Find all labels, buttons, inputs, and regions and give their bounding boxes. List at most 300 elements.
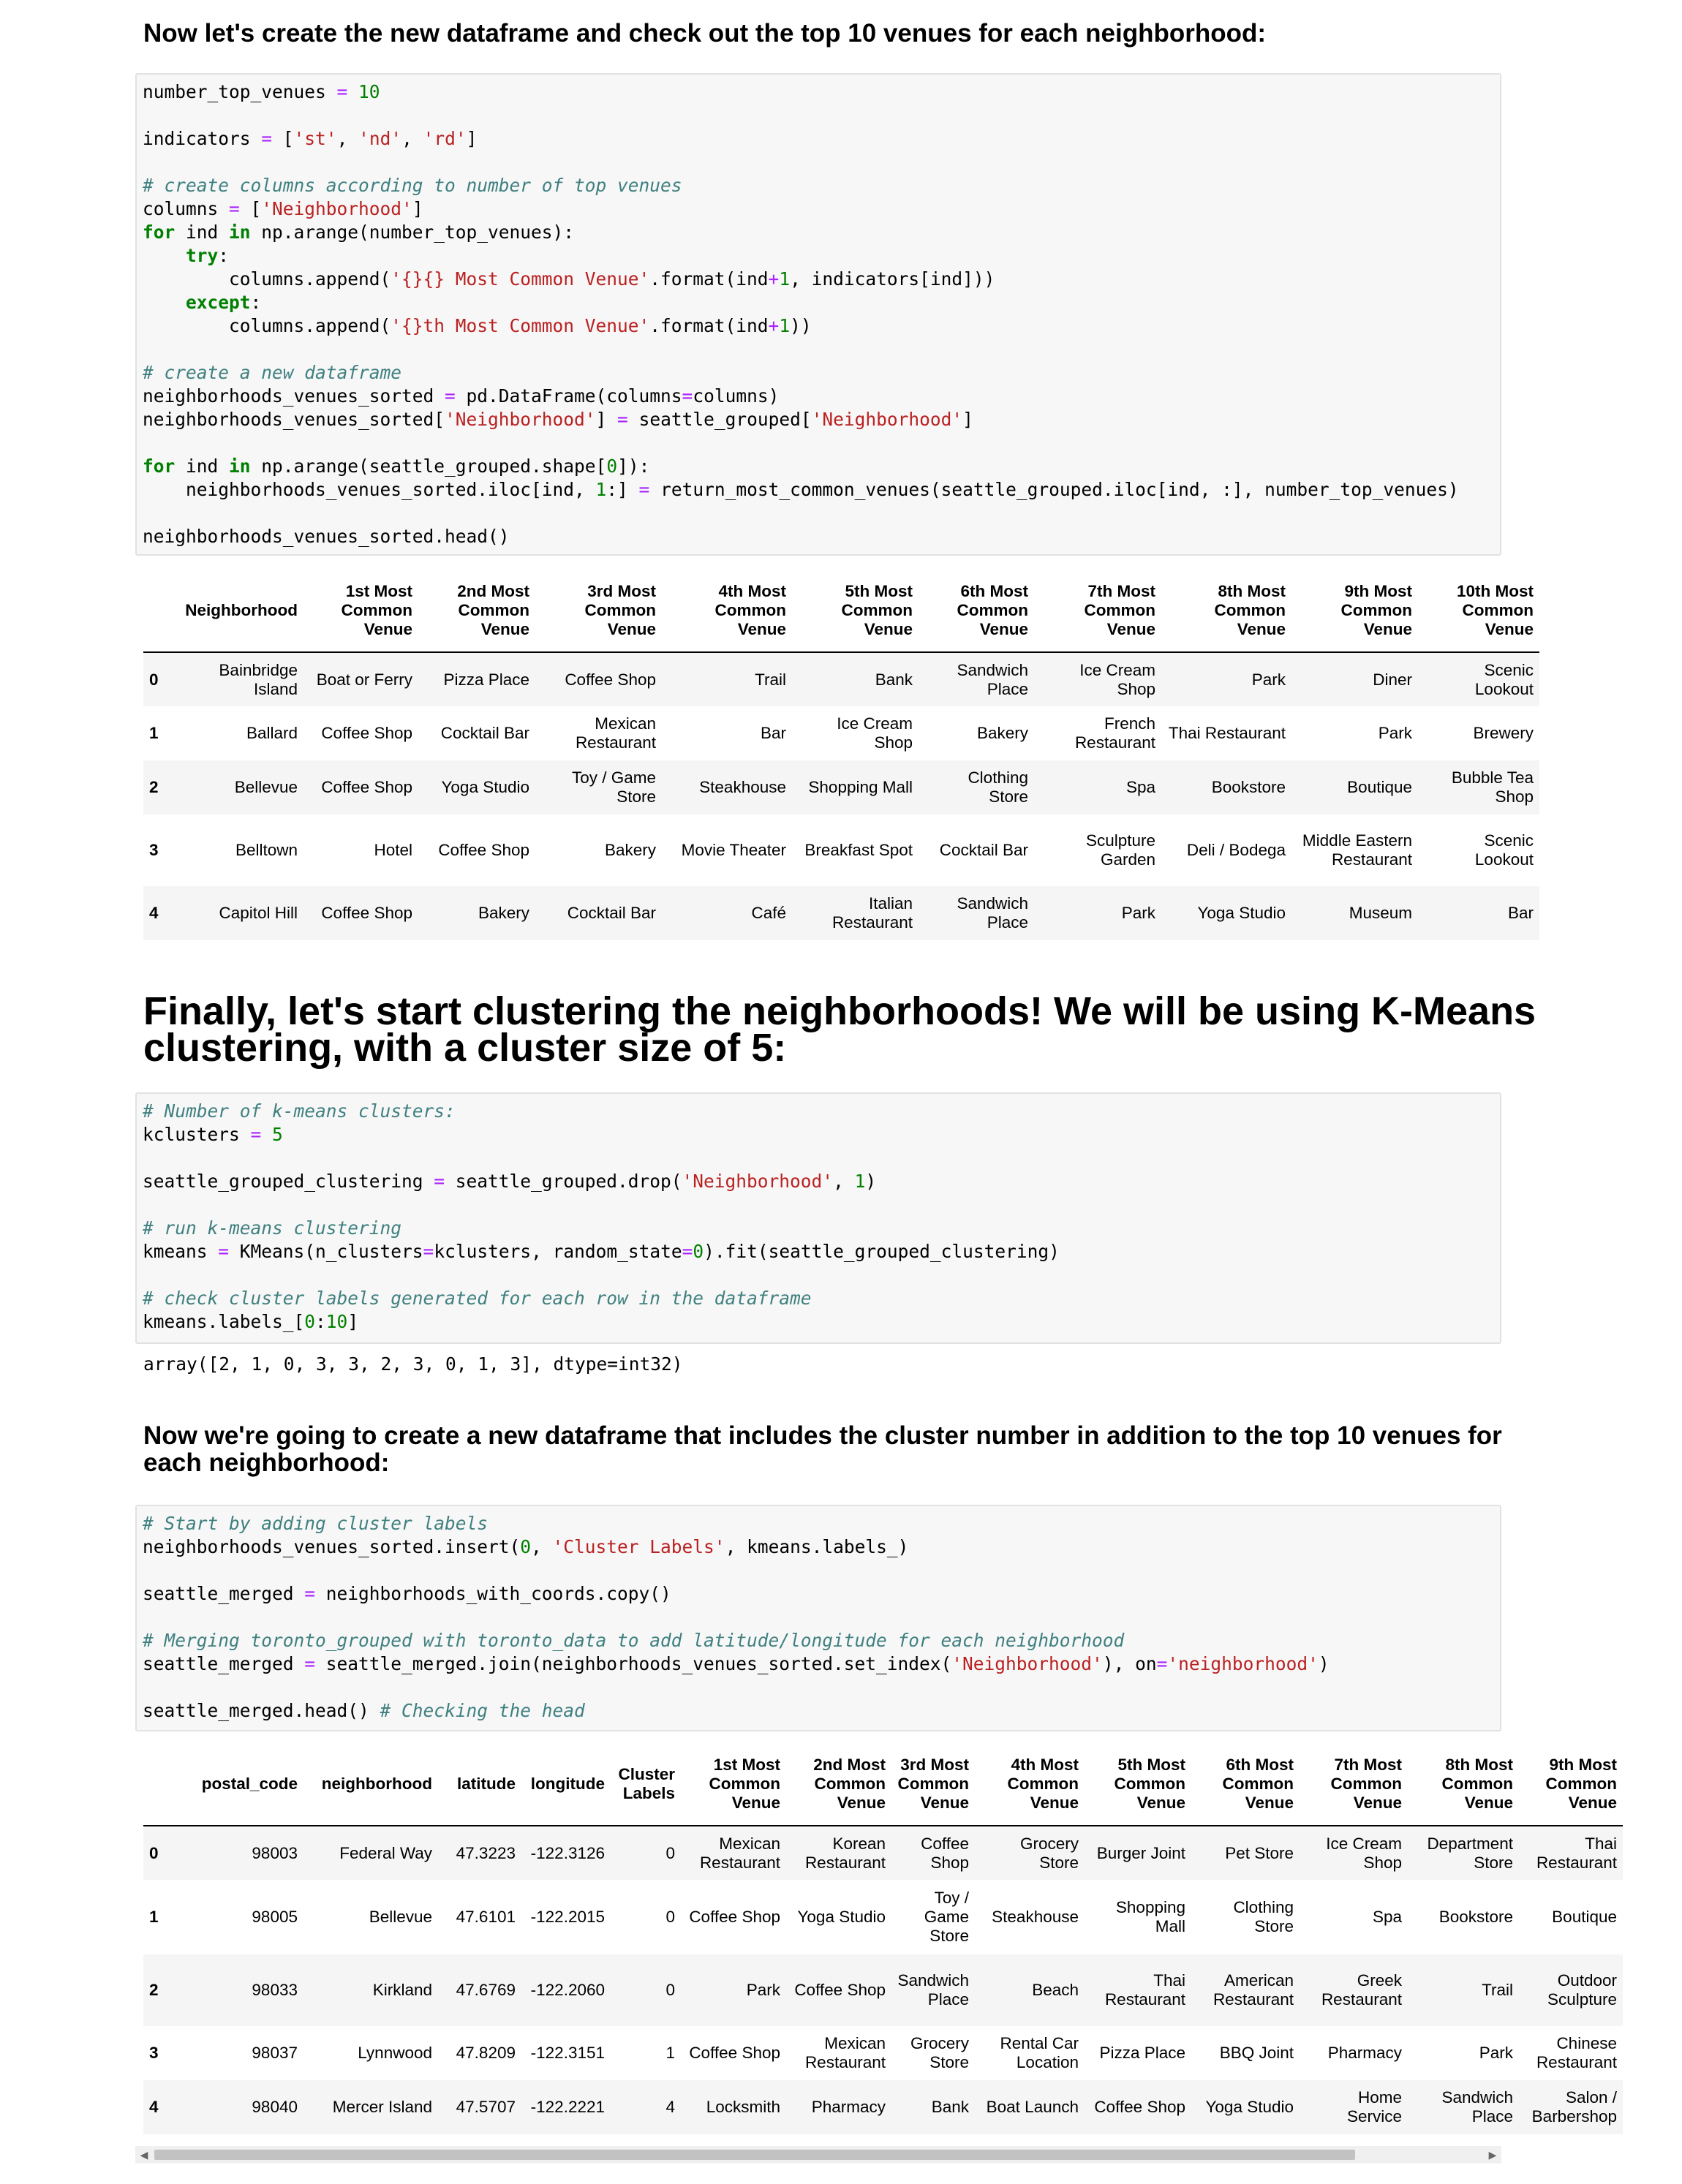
table-cell: Toy / Game Store — [924, 1889, 969, 1945]
section-heading-clustering — [143, 989, 1536, 1070]
code-token: .format(ind — [649, 268, 769, 290]
code-token: ), on — [1102, 1653, 1157, 1674]
table-cell: -122.2221 — [530, 2098, 605, 2116]
table-cell: Diner — [1373, 670, 1412, 689]
code-token: [ — [239, 198, 262, 219]
code-token: for — [143, 222, 176, 243]
code-line[interactable] — [143, 525, 510, 548]
table-cell: Scenic Lookout — [1474, 660, 1534, 698]
code-token: 0 — [606, 456, 618, 477]
code-line[interactable] — [143, 408, 973, 431]
code-token: 'Neighborhood' — [951, 1653, 1103, 1674]
table-cell: Yoga Studio — [1197, 904, 1286, 922]
table-cell: Bellevue — [234, 778, 298, 796]
column-header: 5th Most Common Venue — [1085, 1751, 1191, 1826]
code-token: , — [531, 1536, 553, 1557]
table-cell: Park — [1479, 2044, 1513, 2062]
table-cell: Hotel — [374, 841, 412, 859]
table-cell: Mexican Restaurant — [575, 714, 656, 752]
dataframe-table-merged — [143, 1751, 1623, 2134]
code-line[interactable] — [143, 291, 261, 314]
column-header: 4th Most Common Venue — [975, 1751, 1085, 1826]
code-token: = — [261, 128, 273, 149]
column-header: Neighborhood — [177, 578, 303, 652]
table-cell: Locksmith — [706, 2098, 780, 2116]
table-cell: Trail — [755, 670, 786, 689]
code-line[interactable] — [143, 361, 401, 385]
table-cell: Coffee Shop — [689, 2044, 780, 2062]
table-cell: 47.3223 — [456, 1843, 516, 1862]
table-cell: Shopping Mall — [808, 778, 913, 796]
code-token: = — [434, 1171, 445, 1192]
table-cell: Mexican Restaurant — [804, 2034, 886, 2071]
code-token: , — [401, 128, 423, 149]
column-header: latitude — [438, 1751, 521, 1826]
table-cell: Bainbridge Island — [219, 660, 298, 698]
code-token: seattle_merged — [143, 1653, 305, 1674]
code-cell-merge[interactable] — [135, 1505, 1501, 1731]
table-cell: Bar — [1507, 904, 1534, 922]
column-header: 7th Most Common Venue — [1300, 1751, 1408, 1826]
code-token: 'nd' — [358, 128, 402, 149]
column-header: 1st Most Common Venue — [681, 1751, 786, 1826]
table-cell: Bubble Tea Shop — [1451, 768, 1534, 806]
table-cell: Pizza Place — [1099, 2044, 1185, 2062]
code-token: try — [186, 245, 219, 266]
code-token: .format(ind — [649, 315, 769, 336]
table-cell: 98040 — [252, 2098, 298, 2116]
code-token: kmeans.labels_[ — [143, 1311, 305, 1332]
table-cell: Thai Restaurant — [1104, 1971, 1185, 2009]
row-index: 4 — [149, 2098, 159, 2116]
table-cell: Pharmacy — [811, 2098, 886, 2116]
column-header: 1st Most Common Venue — [303, 578, 418, 652]
column-header: 4th Most Common Venue — [662, 578, 792, 652]
table-cell: Coffee Shop — [689, 1908, 780, 1926]
code-cell-kmeans[interactable] — [135, 1092, 1501, 1344]
code-token: pd.DataFrame(columns — [455, 385, 682, 407]
column-header: 6th Most Common Venue — [1191, 1751, 1300, 1826]
table-cell: Pharmacy — [1327, 2044, 1402, 2062]
column-header: 5th Most Common Venue — [792, 578, 919, 652]
row-index: 2 — [149, 1981, 159, 1999]
column-header: 9th Most Common Venue — [1291, 578, 1418, 652]
heading-line: each neighborhood: — [143, 1448, 390, 1477]
table-cell: Rental Car Location — [1000, 2034, 1079, 2071]
column-header — [143, 1751, 177, 1826]
code-token: neighborhoods_with_coords.copy() — [315, 1583, 671, 1604]
table-cell: Bar — [760, 724, 786, 742]
table-cell: American Restaurant — [1213, 1971, 1294, 2009]
table-cell: Sandwich Place — [897, 1971, 969, 2009]
code-token: np.arange(number_top_venues): — [250, 222, 575, 243]
table-cell: Bank — [875, 670, 913, 689]
code-token: = — [617, 409, 628, 430]
code-line[interactable] — [143, 197, 423, 221]
column-header — [143, 578, 177, 652]
table-cell: 0 — [665, 1981, 675, 1999]
table-cell: Yoga Studio — [1205, 2098, 1294, 2116]
column-header: 2nd Most Common Venue — [786, 1751, 891, 1826]
table-row — [143, 886, 1539, 940]
dataframe-table-top-venues — [143, 578, 1539, 940]
table-cell: Coffee Shop — [438, 841, 529, 859]
row-index: 1 — [149, 1908, 159, 1926]
code-token: = — [682, 1241, 693, 1262]
table-cell: 0 — [665, 1908, 675, 1926]
code-token: , kmeans.labels_) — [725, 1536, 909, 1557]
code-token: 1 — [854, 1171, 866, 1192]
code-token: ) — [1318, 1653, 1330, 1674]
code-line[interactable] — [143, 1240, 1060, 1263]
code-token: columns) — [693, 385, 780, 407]
table-cell: Beach — [1032, 1981, 1079, 1999]
code-line[interactable] — [143, 244, 229, 268]
scroll-left-arrow-icon[interactable]: ◀ — [140, 2149, 148, 2161]
table-cell: Department Store — [1427, 1834, 1513, 1872]
column-header: neighborhood — [303, 1751, 438, 1826]
code-token: , indicators[ind])) — [790, 268, 995, 290]
table-cell: Bakery — [478, 904, 529, 922]
code-line[interactable] — [143, 1123, 283, 1146]
code-token: 'rd' — [423, 128, 467, 149]
table-cell: Coffee Shop — [321, 904, 412, 922]
table-cell: French Restaurant — [1074, 714, 1155, 752]
table-cell: Toy / Game Store — [571, 768, 656, 806]
table-cell: Grocery Store — [910, 2034, 969, 2071]
table-cell: Boutique — [1552, 1908, 1617, 1926]
table-cell: -122.2060 — [530, 1981, 605, 1999]
table-cell: Ice Cream Shop — [837, 714, 913, 752]
row-index: 0 — [149, 1843, 159, 1862]
code-line[interactable] — [143, 1512, 488, 1535]
table-cell: Steakhouse — [699, 778, 786, 796]
code-token: seattle_grouped_clustering — [143, 1171, 434, 1192]
code-token: 'Cluster Labels' — [552, 1536, 725, 1557]
column-header: longitude — [521, 1751, 611, 1826]
code-token: seattle_grouped[ — [627, 409, 812, 430]
code-token: seattle_merged.head() — [143, 1700, 380, 1721]
table-cell: Middle Eastern Restaurant — [1302, 831, 1412, 869]
table-cell: Sandwich Place — [957, 660, 1028, 698]
table-cell: Coffee Shop — [794, 1981, 886, 1999]
table-cell: Ice Cream Shop — [1079, 660, 1155, 698]
row-index: 2 — [149, 778, 159, 796]
table-cell: -122.3126 — [530, 1843, 605, 1862]
code-token: 1 — [779, 315, 791, 336]
table-cell: Park — [1251, 670, 1286, 689]
table-cell: Pet Store — [1225, 1843, 1294, 1862]
table-cell: Coffee Shop — [321, 724, 412, 742]
code-token: ] — [347, 1311, 359, 1332]
code-token: + — [768, 315, 780, 336]
table-cell: Bakery — [604, 841, 656, 859]
code-line[interactable] — [143, 455, 649, 478]
table-cell: Brewery — [1473, 724, 1534, 742]
code-token: = — [682, 385, 693, 407]
code-token: except — [186, 292, 251, 313]
code-token: = — [229, 198, 240, 219]
row-index: 3 — [149, 841, 159, 859]
code-token: = — [423, 1241, 434, 1262]
code-line[interactable] — [143, 268, 995, 291]
table-row — [143, 815, 1539, 886]
column-header: 10th Most Common Venue — [1418, 578, 1539, 652]
code-token: kclusters, random_state — [434, 1241, 682, 1262]
code-line[interactable] — [143, 1217, 401, 1240]
code-line[interactable] — [143, 127, 477, 151]
table-cell: Belltown — [235, 841, 298, 859]
code-token: 0 — [693, 1241, 704, 1262]
code-token: 0 — [520, 1536, 532, 1557]
code-token: ) — [865, 1171, 877, 1192]
kmeans-labels-output: array([2, 1, 0, 3, 3, 2, 3, 0, 1, 3], dtype=int32) — [143, 1353, 683, 1375]
code-token: # Start by adding cluster labels — [143, 1513, 489, 1534]
table-cell: Boutique — [1347, 778, 1412, 796]
code-token: # Number of k-means clusters: — [143, 1100, 456, 1122]
scrollbar-thumb[interactable] — [154, 2150, 1355, 2160]
table-cell: 47.6769 — [456, 1981, 516, 1999]
table-cell: Lynnwood — [358, 2044, 432, 2062]
table-cell: Steakhouse — [992, 1908, 1079, 1926]
code-token: # run k-means clustering — [143, 1217, 402, 1239]
table-cell: Mexican Restaurant — [699, 1834, 780, 1872]
code-token: = — [638, 479, 650, 500]
code-token: : — [250, 292, 262, 313]
table-cell: Trail — [1482, 1981, 1513, 1999]
table-cell: Coffee Shop — [921, 1834, 969, 1872]
column-header: 9th Most Common Venue — [1519, 1751, 1623, 1826]
code-token: neighborhoods_venues_sorted.iloc[ind, — [143, 479, 596, 500]
table-cell: 0 — [665, 1843, 675, 1862]
table-cell: Salon / Barbershop — [1531, 2088, 1617, 2126]
code-token: = — [218, 1241, 230, 1262]
code-line[interactable] — [143, 1582, 671, 1606]
code-token: number_top_venues — [143, 81, 337, 102]
table-cell: Coffee Shop — [321, 778, 412, 796]
table-cell: Cocktail Bar — [567, 904, 656, 922]
table-cell: 1 — [665, 2044, 675, 2062]
code-token: # create columns according to number of top venues — [143, 175, 682, 196]
table-cell: Home Service — [1346, 2088, 1402, 2126]
code-token: , — [833, 1171, 855, 1192]
code-token: 'neighborhood' — [1167, 1653, 1319, 1674]
dataframe-output-top-venues — [143, 578, 1534, 947]
table-cell: Clothing Store — [968, 768, 1028, 806]
code-token: 'Neighborhood' — [682, 1171, 834, 1192]
table-cell: 98037 — [252, 2044, 298, 2062]
code-token: seattle_merged.join(neighborhoods_venues_sorted.set_index( — [315, 1653, 952, 1674]
code-token: = — [304, 1583, 316, 1604]
code-token: 0 — [304, 1311, 316, 1332]
code-line[interactable] — [143, 478, 1459, 502]
code-line[interactable] — [143, 314, 812, 338]
table-cell: 98033 — [252, 1981, 298, 1999]
code-token: )) — [790, 315, 812, 336]
code-line[interactable] — [143, 1535, 908, 1559]
code-token: 'Neighborhood' — [261, 198, 412, 219]
table-cell: Sandwich Place — [1441, 2088, 1513, 2126]
heading-line: Now we're going to create a new dataframe that includes the cluster number in addition to the top 10 venues for — [143, 1421, 1502, 1450]
code-token: neighborhoods_venues_sorted.insert( — [143, 1536, 521, 1557]
code-token: = — [1156, 1653, 1168, 1674]
code-token: in — [229, 456, 251, 477]
heading-line: clustering, with a cluster size of 5: — [143, 1026, 787, 1070]
table-cell: Sandwich Place — [957, 894, 1028, 932]
code-token: = — [445, 385, 456, 407]
table-row — [143, 2026, 1623, 2080]
table-cell: Greek Restaurant — [1321, 1971, 1402, 2009]
column-header: Cluster Labels — [611, 1751, 681, 1826]
code-token: + — [768, 268, 780, 290]
table-cell: Spa — [1125, 778, 1155, 796]
table-cell: Thai Restaurant — [1168, 724, 1286, 742]
code-token: ind — [175, 222, 230, 243]
row-index: 0 — [149, 670, 159, 689]
code-token: ] — [412, 198, 423, 219]
code-token: = — [250, 1124, 262, 1145]
code-token — [261, 1124, 272, 1145]
row-index: 3 — [149, 2044, 159, 2062]
section-heading-merge — [143, 1422, 1502, 1476]
dataframe-output-merged[interactable] — [143, 1751, 1617, 2146]
table-cell: Ice Cream Shop — [1326, 1834, 1402, 1872]
code-token: columns — [143, 198, 230, 219]
table-cell: Boat Launch — [986, 2098, 1079, 2116]
code-token: 'Neighborhood' — [445, 409, 596, 430]
code-line[interactable] — [143, 174, 682, 197]
code-token — [347, 81, 358, 102]
code-token: : — [315, 1311, 326, 1332]
code-line[interactable] — [143, 1629, 1124, 1652]
code-line[interactable] — [143, 221, 574, 244]
code-line[interactable] — [143, 1100, 456, 1123]
table-cell: Burger Joint — [1096, 1843, 1185, 1862]
code-cell-top-venues[interactable] — [135, 73, 1501, 556]
code-line[interactable] — [143, 80, 380, 104]
code-token: 10 — [325, 1311, 348, 1332]
code-token: ] — [466, 128, 478, 149]
table-row — [143, 2080, 1623, 2134]
column-header: 8th Most Common Venue — [1161, 578, 1291, 652]
table-cell: Grocery Store — [1019, 1834, 1079, 1872]
table-row — [143, 1826, 1623, 1880]
code-token: ] — [962, 409, 973, 430]
table-cell: Cocktail Bar — [440, 724, 529, 742]
code-token: ind — [175, 456, 230, 477]
code-token: neighborhoods_venues_sorted — [143, 385, 445, 407]
table-cell: Deli / Bodega — [1186, 841, 1286, 859]
code-token: neighborhoods_venues_sorted.head() — [143, 526, 510, 547]
table-cell: 47.6101 — [456, 1908, 516, 1926]
table-cell: Bank — [931, 2098, 969, 2116]
code-token: 5 — [272, 1124, 283, 1145]
table-cell: Sculpture Garden — [1085, 831, 1155, 869]
table-cell: Yoga Studio — [797, 1908, 886, 1926]
table-cell: Coffee Shop — [1094, 2098, 1185, 2116]
code-token — [143, 245, 186, 266]
table-cell: Mercer Island — [332, 2098, 432, 2116]
heading-line: Finally, let's start clustering the neighborhoods! We will be using K-Means — [143, 989, 1536, 1033]
table-cell: Capitol Hill — [219, 904, 298, 922]
code-token: columns.append( — [143, 315, 391, 336]
code-token: # check cluster labels generated for each row in the dataframe — [143, 1288, 812, 1309]
scroll-right-arrow-icon[interactable]: ▶ — [1488, 2149, 1497, 2161]
code-token: ] — [595, 409, 618, 430]
table-cell: -122.2015 — [530, 1908, 605, 1926]
table-cell: 98005 — [252, 1908, 298, 1926]
horizontal-scrollbar[interactable] — [135, 2146, 1501, 2164]
code-token: # Merging toronto_grouped with toronto_data to add latitude/longitude for each neighborhood — [143, 1630, 1125, 1651]
code-token: 1 — [779, 268, 791, 290]
code-token: in — [229, 222, 251, 243]
code-token: = — [336, 81, 348, 102]
code-token: ).fit(seattle_grouped_clustering) — [704, 1241, 1060, 1262]
row-index: 4 — [149, 904, 159, 922]
table-row — [143, 706, 1539, 760]
table-cell: Ballard — [246, 724, 298, 742]
code-token: 10 — [358, 81, 380, 102]
code-token: 'st' — [293, 128, 337, 149]
code-token: seattle_merged — [143, 1583, 305, 1604]
table-cell: Park — [746, 1981, 780, 1999]
table-row — [143, 1880, 1623, 1954]
code-token: columns.append( — [143, 268, 391, 290]
code-token: KMeans(n_clusters — [229, 1241, 423, 1262]
column-header: 3rd Most Common Venue — [535, 578, 662, 652]
code-line[interactable] — [143, 1287, 812, 1310]
table-cell: 47.8209 — [456, 2044, 516, 2062]
code-token: '{}{} Most Common Venue' — [391, 268, 650, 290]
code-token: kmeans — [143, 1241, 219, 1262]
table-cell: 98003 — [252, 1843, 298, 1862]
column-header: 7th Most Common Venue — [1034, 578, 1161, 652]
code-line[interactable] — [143, 385, 779, 408]
table-cell: Shopping Mall — [1115, 1898, 1185, 1935]
table-cell: Federal Way — [339, 1843, 432, 1862]
table-cell: BBQ Joint — [1219, 2044, 1294, 2062]
code-token: # Checking the head — [380, 1700, 585, 1721]
table-cell: Boat or Ferry — [316, 670, 412, 689]
table-cell: 47.5707 — [456, 2098, 516, 2116]
table-cell: Thai Restaurant — [1536, 1834, 1617, 1872]
table-row — [143, 652, 1539, 706]
code-line[interactable] — [143, 1699, 585, 1723]
table-row — [143, 1954, 1623, 2026]
table-cell: Cocktail Bar — [939, 841, 1028, 859]
table-cell: Kirkland — [372, 1981, 432, 1999]
table-cell: Museum — [1349, 904, 1412, 922]
table-cell: Yoga Studio — [441, 778, 529, 796]
code-line[interactable] — [143, 1652, 1330, 1676]
code-line[interactable] — [143, 1170, 876, 1193]
table-cell: Park — [1378, 724, 1412, 742]
code-token: for — [143, 456, 176, 477]
table-cell: Scenic Lookout — [1474, 831, 1534, 869]
table-cell: Chinese Restaurant — [1536, 2034, 1617, 2071]
code-line[interactable] — [143, 1310, 358, 1334]
column-header: postal_code — [177, 1751, 303, 1826]
table-cell: Park — [1121, 904, 1155, 922]
table-cell: Spa — [1372, 1908, 1402, 1926]
row-index: 1 — [149, 724, 159, 742]
table-cell: Clothing Store — [1233, 1898, 1294, 1935]
table-cell: Coffee Shop — [565, 670, 656, 689]
code-token: # create a new dataframe — [143, 362, 402, 383]
table-cell: Café — [751, 904, 786, 922]
code-token: 1 — [595, 479, 607, 500]
column-header: 6th Most Common Venue — [919, 578, 1034, 652]
